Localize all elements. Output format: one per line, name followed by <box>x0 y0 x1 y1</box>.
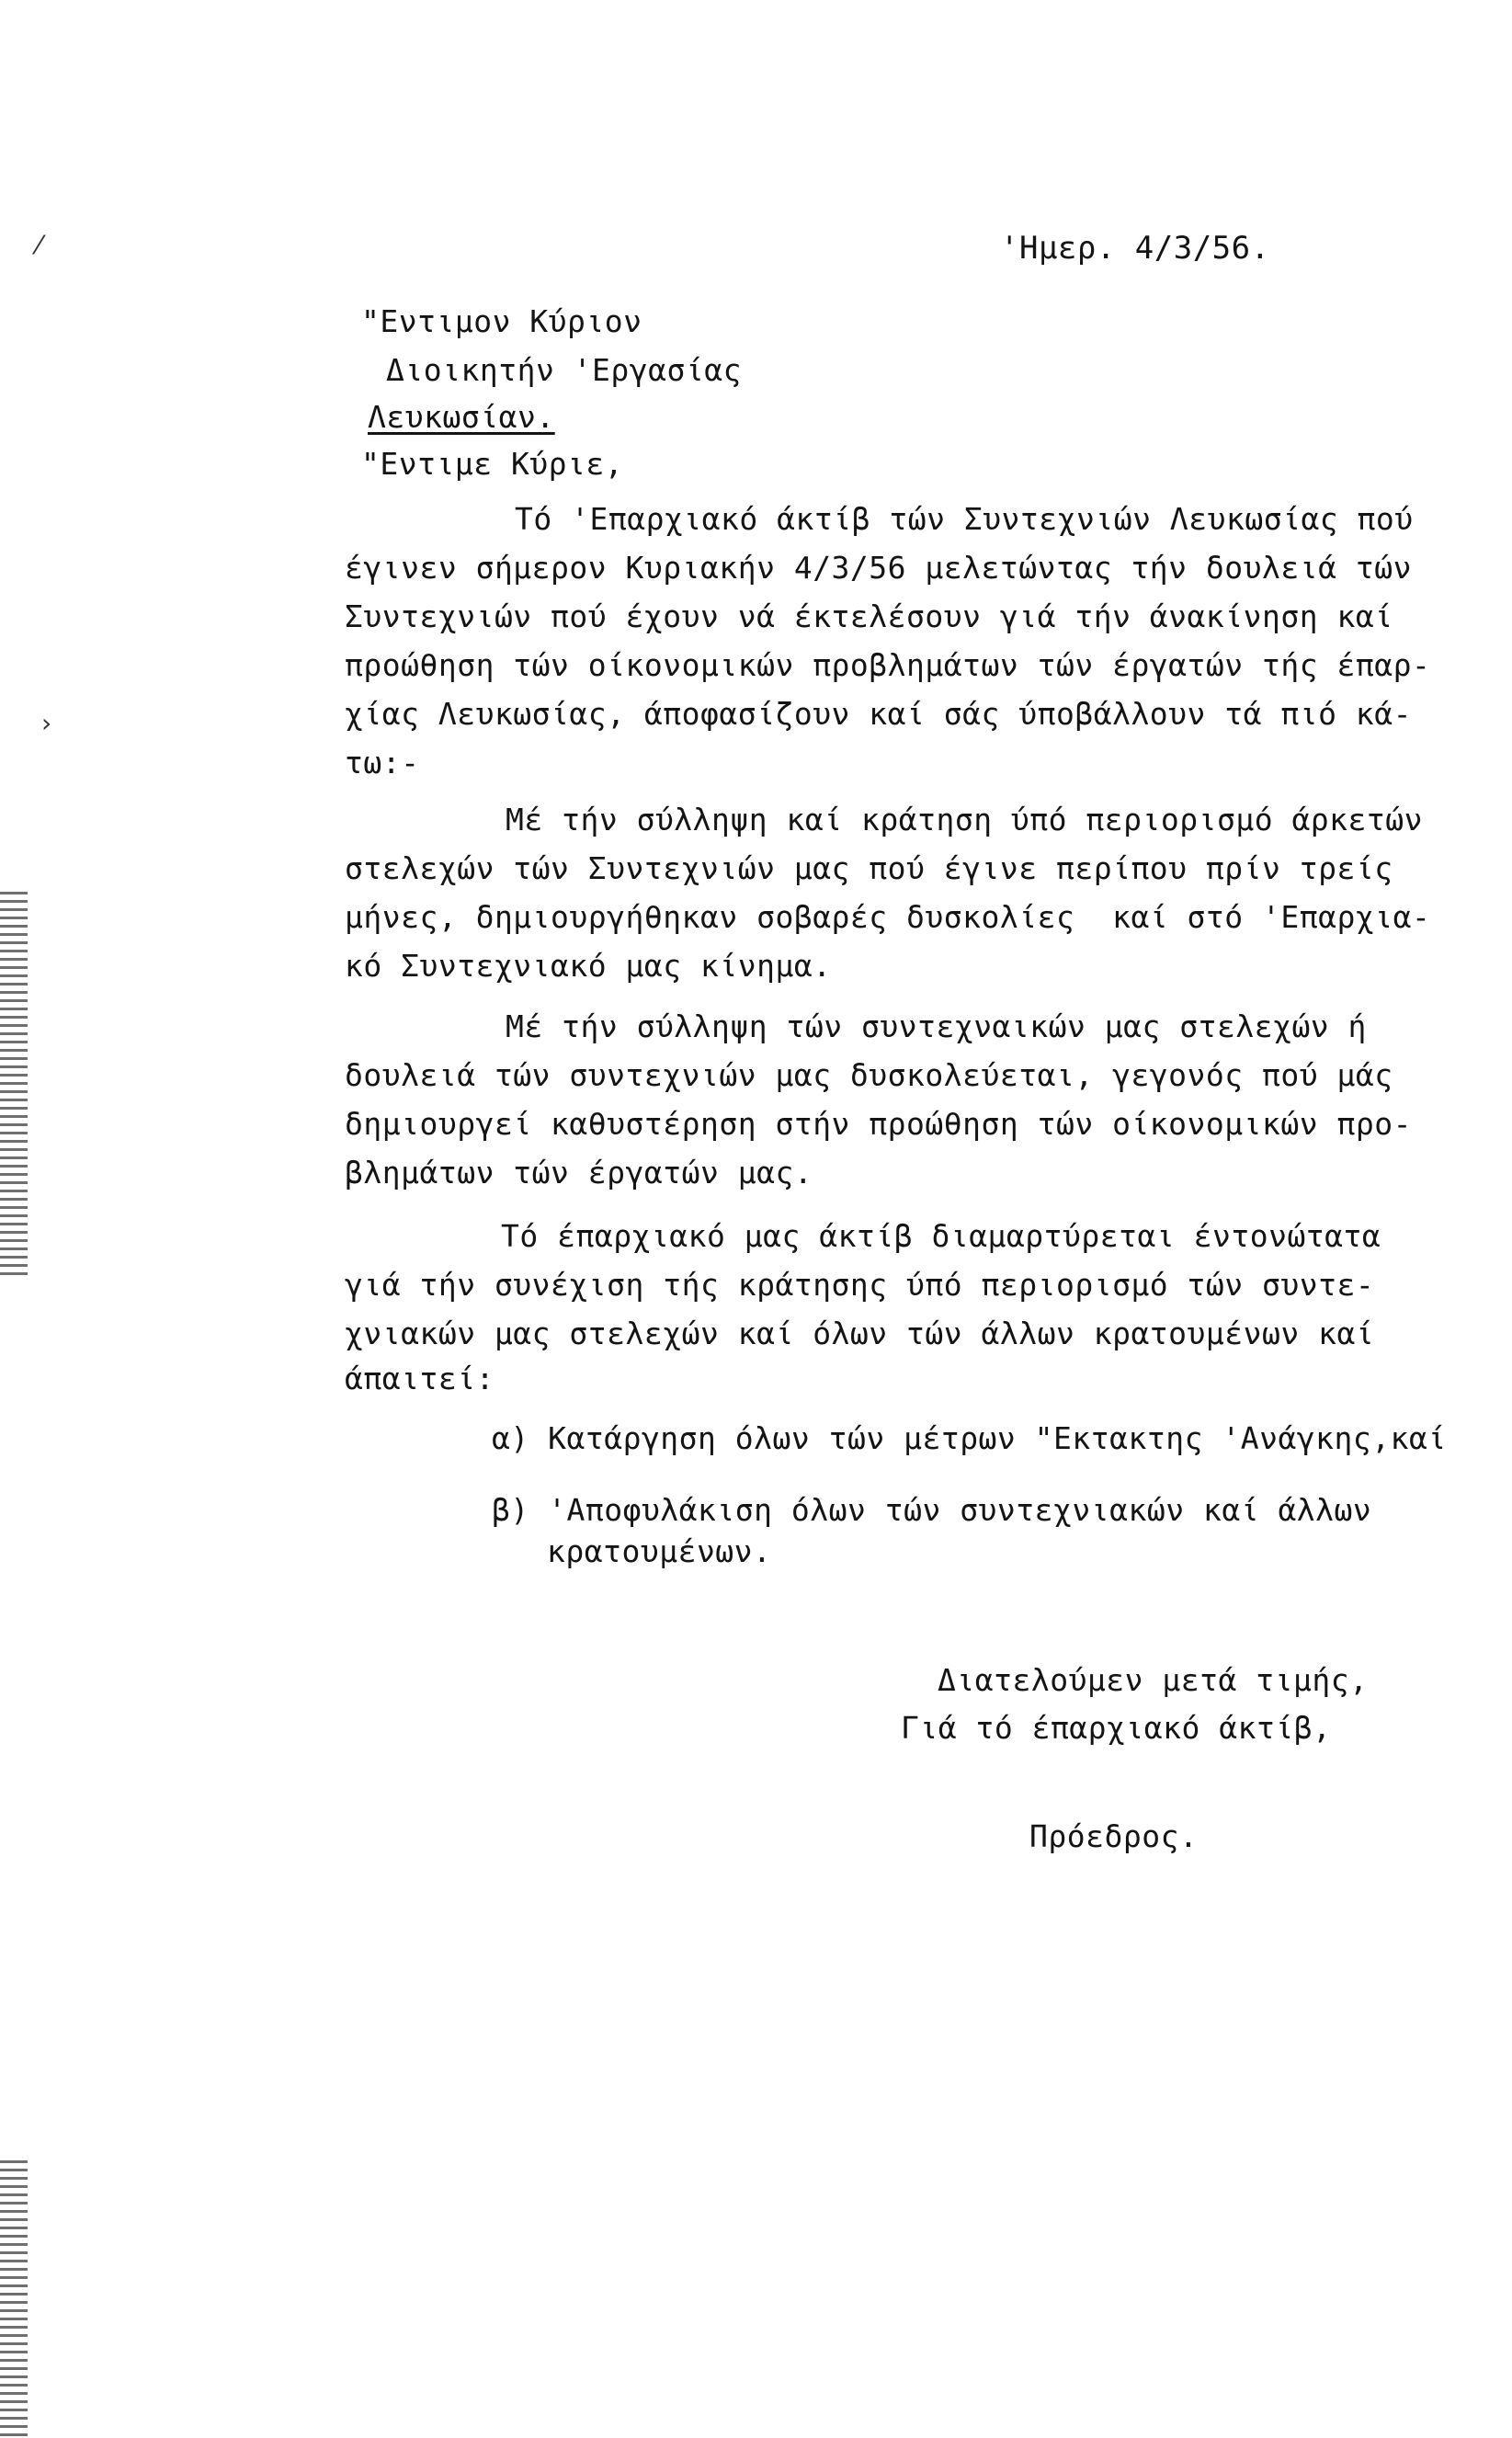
paragraph-4-line: Τό έπαρχιακό μας άκτίβ διαμαρτύρεται έντονώτατα <box>501 1218 1381 1254</box>
scan-mark: ⁄ <box>37 230 41 260</box>
paragraph-2-line: στελεχών τών Συντεχνιών μας πού έγινε περίπου πρίν τρείς <box>345 850 1393 886</box>
paragraph-3-line: βλημάτων τών έργατών μας. <box>345 1155 813 1191</box>
demand-b-line-2: κρατουμένων. <box>547 1533 772 1569</box>
scan-edge-artifact <box>0 2160 28 2436</box>
demand-b-line-1: β) 'Αποφυλάκιση όλων τών συντεχνιακών καί άλλων <box>492 1492 1372 1528</box>
recipient-line-1: "Εντιμον Κύριον <box>361 303 642 339</box>
paragraph-4-line: γιά τήν συνέχιση τής κράτησης ύπό περιορισμό τών συντε- <box>345 1267 1375 1303</box>
letter-date: 'Ημερ. 4/3/56. <box>1000 230 1270 267</box>
paragraph-1-line: Τό 'Επαρχιακό άκτίβ τών Συντεχνιών Λευκωσίας πού <box>515 501 1414 537</box>
paragraph-1-line: τω:- <box>345 745 420 780</box>
paragraph-1-line: έγινεν σήμερον Κυριακήν 4/3/56 μελετώντας τήν δουλειά τών <box>345 550 1412 586</box>
paragraph-3-line: δουλειά τών συντεχνιών μας δυσκολεύεται, γεγονός πού μάς <box>345 1057 1393 1093</box>
salutation: "Εντιμε Κύριε, <box>361 446 624 482</box>
paragraph-1-line: προώθηση τών οίκονομικών προβλημάτων τών έργατών τής έπαρ- <box>345 647 1431 683</box>
recipient-line-3: Λευκωσίαν. <box>368 399 555 435</box>
closing-line-1: Διατελούμεν μετά τιμής, <box>938 1662 1369 1698</box>
paragraph-1-line: Συντεχνιών πού έχουν νά έκτελέσουν γιά τήν άνακίνηση καί <box>345 598 1393 634</box>
paragraph-4-line: χνιακών μας στελεχών καί όλων τών άλλων κρατουμένων καί <box>345 1316 1375 1351</box>
demand-a: α) Κατάργηση όλων τών μέτρων "Εκτακτης 'Ανάγκης,καί <box>492 1420 1447 1456</box>
paragraph-2-line: Μέ τήν σύλληψη καί κράτηση ύπό περιορισμό άρκετών <box>506 802 1424 837</box>
scan-edge-artifact <box>0 892 28 1278</box>
paragraph-3-line: δημιουργεί καθυστέρηση στήν προώθηση τών οίκονομικών προ- <box>345 1106 1412 1142</box>
paragraph-1-line: χίας Λευκωσίας, άποφασίζουν καί σάς ύποβάλλουν τά πιό κά- <box>345 696 1412 732</box>
closing-line-2: Γιά τό έπαρχιακό άκτίβ, <box>901 1710 1332 1746</box>
scan-mark: › <box>41 708 52 738</box>
paragraph-2-line: μήνες, δημιουργήθηκαν σοβαρές δυσκολίες καί στό 'Επαρχια- <box>345 899 1431 935</box>
signature-title: Πρόεδρος. <box>1029 1818 1199 1854</box>
paragraph-2-line: κό Συντεχνιακό μας κίνημα. <box>345 948 832 984</box>
paragraph-3-line: Μέ τήν σύλληψη τών συντεχναικών μας στελεχών ή <box>506 1008 1367 1044</box>
recipient-line-2: Διοικητήν 'Εργασίας <box>386 352 742 388</box>
paragraph-4-line: άπαιτεί: <box>345 1361 495 1396</box>
